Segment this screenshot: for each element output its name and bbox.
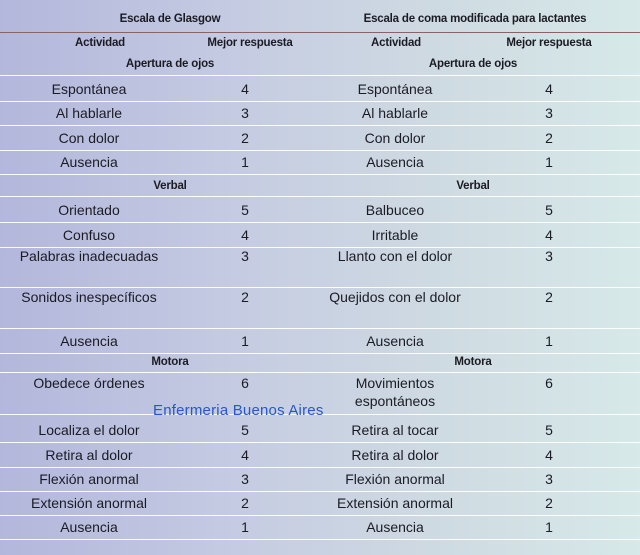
left-score-cell: 2 xyxy=(241,130,249,146)
left-activity-cell: Al hablarle xyxy=(55,105,123,121)
right-score-cell: 3 xyxy=(545,471,553,487)
section-title-right: Verbal xyxy=(456,180,490,192)
left-score-cell: 3 xyxy=(241,105,249,121)
right-activity-cell: Espontánea xyxy=(357,81,433,97)
right-activity-cell: Extensión anormal xyxy=(337,495,453,511)
left-activity-header: Actividad xyxy=(75,37,125,49)
right-score-cell: 5 xyxy=(545,202,553,218)
row-divider xyxy=(0,539,640,540)
right-score-cell: 2 xyxy=(545,289,553,305)
left-activity-cell: Ausencia xyxy=(60,519,118,535)
left-score-cell: 3 xyxy=(241,471,249,487)
row-divider xyxy=(0,372,640,373)
right-activity-cell: Quejidos con el dolor xyxy=(329,289,461,305)
left-score-cell: 1 xyxy=(241,519,249,535)
left-activity-cell: Orientado xyxy=(58,202,120,218)
row-divider xyxy=(0,174,640,175)
header-rule xyxy=(0,32,640,33)
left-activity-cell: Con dolor xyxy=(58,130,120,146)
right-score-cell: 1 xyxy=(545,519,553,535)
right-activity-cell: Llanto con el dolor xyxy=(337,248,453,264)
left-score-cell: 1 xyxy=(241,154,249,170)
right-score-cell: 5 xyxy=(545,422,553,438)
left-score-cell: 4 xyxy=(241,81,249,97)
left-score-cell: 4 xyxy=(241,227,249,243)
left-score-cell: 3 xyxy=(241,248,249,264)
section-title-right: Apertura de ojos xyxy=(428,58,518,70)
left-activity-cell: Ausencia xyxy=(60,333,118,349)
right-score-cell: 4 xyxy=(545,447,553,463)
right-score-cell: 1 xyxy=(545,333,553,349)
left-activity-cell: Flexión anormal xyxy=(39,471,139,487)
left-response-header: Mejor respuesta xyxy=(207,37,293,49)
left-activity-cell: Confuso xyxy=(62,227,116,243)
right-score-cell: 2 xyxy=(545,130,553,146)
left-activity-cell: Localiza el dolor xyxy=(38,422,140,438)
right-activity-cell: Retira al dolor xyxy=(351,447,439,463)
right-score-cell: 3 xyxy=(545,248,553,264)
left-score-cell: 2 xyxy=(241,289,249,305)
left-activity-cell: Espontánea xyxy=(51,81,127,97)
right-activity-cell: Irritable xyxy=(371,227,419,243)
left-activity-cell: Obedece órdenes xyxy=(33,375,145,391)
left-activity-cell: Palabras inadecuadas xyxy=(19,248,159,264)
right-activity-cell: Flexión anormal xyxy=(345,471,445,487)
row-divider xyxy=(0,75,640,76)
left-table-title: Escala de Glasgow xyxy=(119,13,221,25)
right-score-cell: 3 xyxy=(545,105,553,121)
right-activity-cell: Ausencia xyxy=(366,154,424,170)
left-score-cell: 5 xyxy=(241,422,249,438)
right-table-title: Escala de coma modificada para lactantes xyxy=(363,13,587,25)
right-activity-cell: Ausencia xyxy=(366,333,424,349)
left-score-cell: 1 xyxy=(241,333,249,349)
row-divider xyxy=(0,353,640,354)
left-activity-cell: Retira al dolor xyxy=(45,447,133,463)
right-score-cell: 1 xyxy=(545,154,553,170)
section-title-left: Apertura de ojos xyxy=(125,58,215,70)
left-score-cell: 4 xyxy=(241,447,249,463)
left-activity-cell: Ausencia xyxy=(60,154,118,170)
right-activity-header: Actividad xyxy=(371,37,421,49)
right-activity-cell: Al hablarle xyxy=(361,105,429,121)
section-title-right: Motora xyxy=(454,356,492,368)
right-score-cell: 6 xyxy=(545,375,553,391)
right-activity-cell: Movimientos espontáneos xyxy=(354,375,436,409)
right-activity-cell: Balbuceo xyxy=(365,202,425,218)
right-activity-cell: Ausencia xyxy=(366,519,424,535)
section-title-left: Motora xyxy=(151,356,189,368)
right-score-cell: 4 xyxy=(545,81,553,97)
left-score-cell: 6 xyxy=(241,375,249,391)
row-divider xyxy=(0,196,640,197)
left-score-cell: 5 xyxy=(241,202,249,218)
section-title-left: Verbal xyxy=(153,180,187,192)
right-score-cell: 4 xyxy=(545,227,553,243)
right-activity-cell: Retira al tocar xyxy=(351,422,439,438)
left-activity-cell: Sonidos inespecíficos xyxy=(21,289,157,305)
left-score-cell: 2 xyxy=(241,495,249,511)
right-score-cell: 2 xyxy=(545,495,553,511)
left-activity-cell: Extensión anormal xyxy=(31,495,147,511)
right-activity-cell: Con dolor xyxy=(364,130,426,146)
right-response-header: Mejor respuesta xyxy=(506,37,592,49)
watermark-text: Enfermeria Buenos Aires xyxy=(153,402,324,419)
